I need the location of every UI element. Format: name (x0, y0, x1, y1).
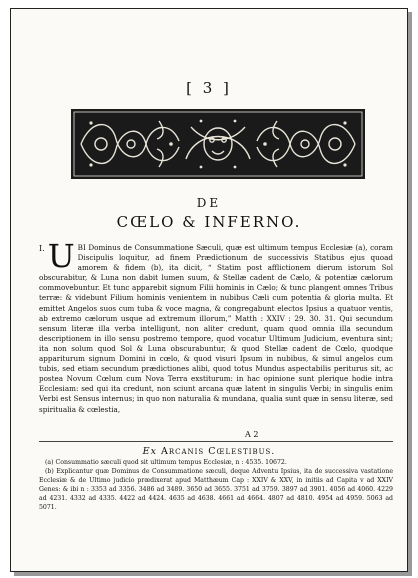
footnote-a: (a) Consummatio sæculi quod sit ultimum tempus Ecclesiæ, n : 4535. 10672. (45, 459, 287, 466)
drop-cap: U (47, 237, 75, 275)
footnote-rule (39, 441, 393, 442)
signature-mark: A 2 (245, 430, 259, 439)
body-paragraph: BI Dominus de Consummatione Sæculi, quæ est ultimum tempus Ecclesiæ (a), coram Discipulis loquitur, ad finem Prædictionum de successivis Statibus ejus quoad amorem & fidem (b), ita dicit, “ Statim post afflictionem dierum istorum Sol obscurabitur, & Luna non dabit lumen suum, & Stellæ cadent de Cælo, & potentiæ cælorum commovebuntur. Et tunc apparebit signum Filii hominis in Cælo; & tunc plangent omnes Tribus terræ: & videbunt Filium hominis venientem in nubibus Cæli cum potentia & gloria multa. Et emittet Angelos suos cum tuba & voce magna, & congregabunt electos Ipsius a quatuor ventis, ab extremo cælorum usque ad extremum illorum,” Matth : XXIV : 29. 30. 31. Qui secundum sensum literæ illa verba intelligunt, non aliter credunt, quam quod omnia illa secundum descriptionem in illo sensu postremo tempore, quod vocatur Ultimum Judicium, eventura sint; ita non solum quod Sol & Luna obscurabuntur, & quod Stellæ cadent de Cœlo, quodque appariturum signum Domini in cœlo, & quod visuri Ipsum in nubibus, & simul angelos cum tubis, sed etiam secundum prædictiones alibi, quod totus Mundus aspectabilis periturus sit, ac postea Novum Cœlum cum Nova Terra exstiturum: in hac opinione sunt plerique hodie intra Ecclesiam: sed qui ita credunt, non sciunt arcana quæ latent in singulis Verbi; in singulis enim Verbi est Sensus internus; in quo non naturalia & mundana, qualia sunt quæ in sensu literæ, sed spiritualia & cœlestia, (39, 243, 393, 414)
page-number: [ 3 ] (186, 79, 232, 97)
ornamental-headpiece (71, 109, 365, 179)
footnote-heading (11, 446, 407, 457)
footnotes (39, 459, 393, 512)
main-text (39, 237, 393, 415)
footnote-b: (b) Explicantur quæ Dominus de Consummatione sæculi, deque Adventu Ipsius, ita de successiva vastatione Ecclesiæ & de Ultimo judicio prædixerat apud Matthæum Cap : XXIV & XXV, in initiis ad Capita v ad XXIV Genes: & ibi n : 3353 ad 3356. 3486 ad 3489. 3650 ad 3655. 3751 ad 3759. 3897 ad 3901. 4056 ad 4060. 4229 ad 4231. 4332 ad 4335. 4422 ad 4424. 4635 ad 4638. 4661 ad 4664. 4807 ad 4810. 4954 ad 4959. 5063 ad 5071. (39, 467, 393, 511)
title-de: DE (196, 196, 222, 210)
page-frame (10, 8, 408, 572)
page-title: CŒLO & INFERNO. (116, 213, 302, 231)
section-number: I. (39, 244, 45, 253)
footnote-heading-source: Arcanis Cœlestibus. (161, 446, 276, 457)
footnote-heading-prefix: Ex (142, 446, 157, 457)
